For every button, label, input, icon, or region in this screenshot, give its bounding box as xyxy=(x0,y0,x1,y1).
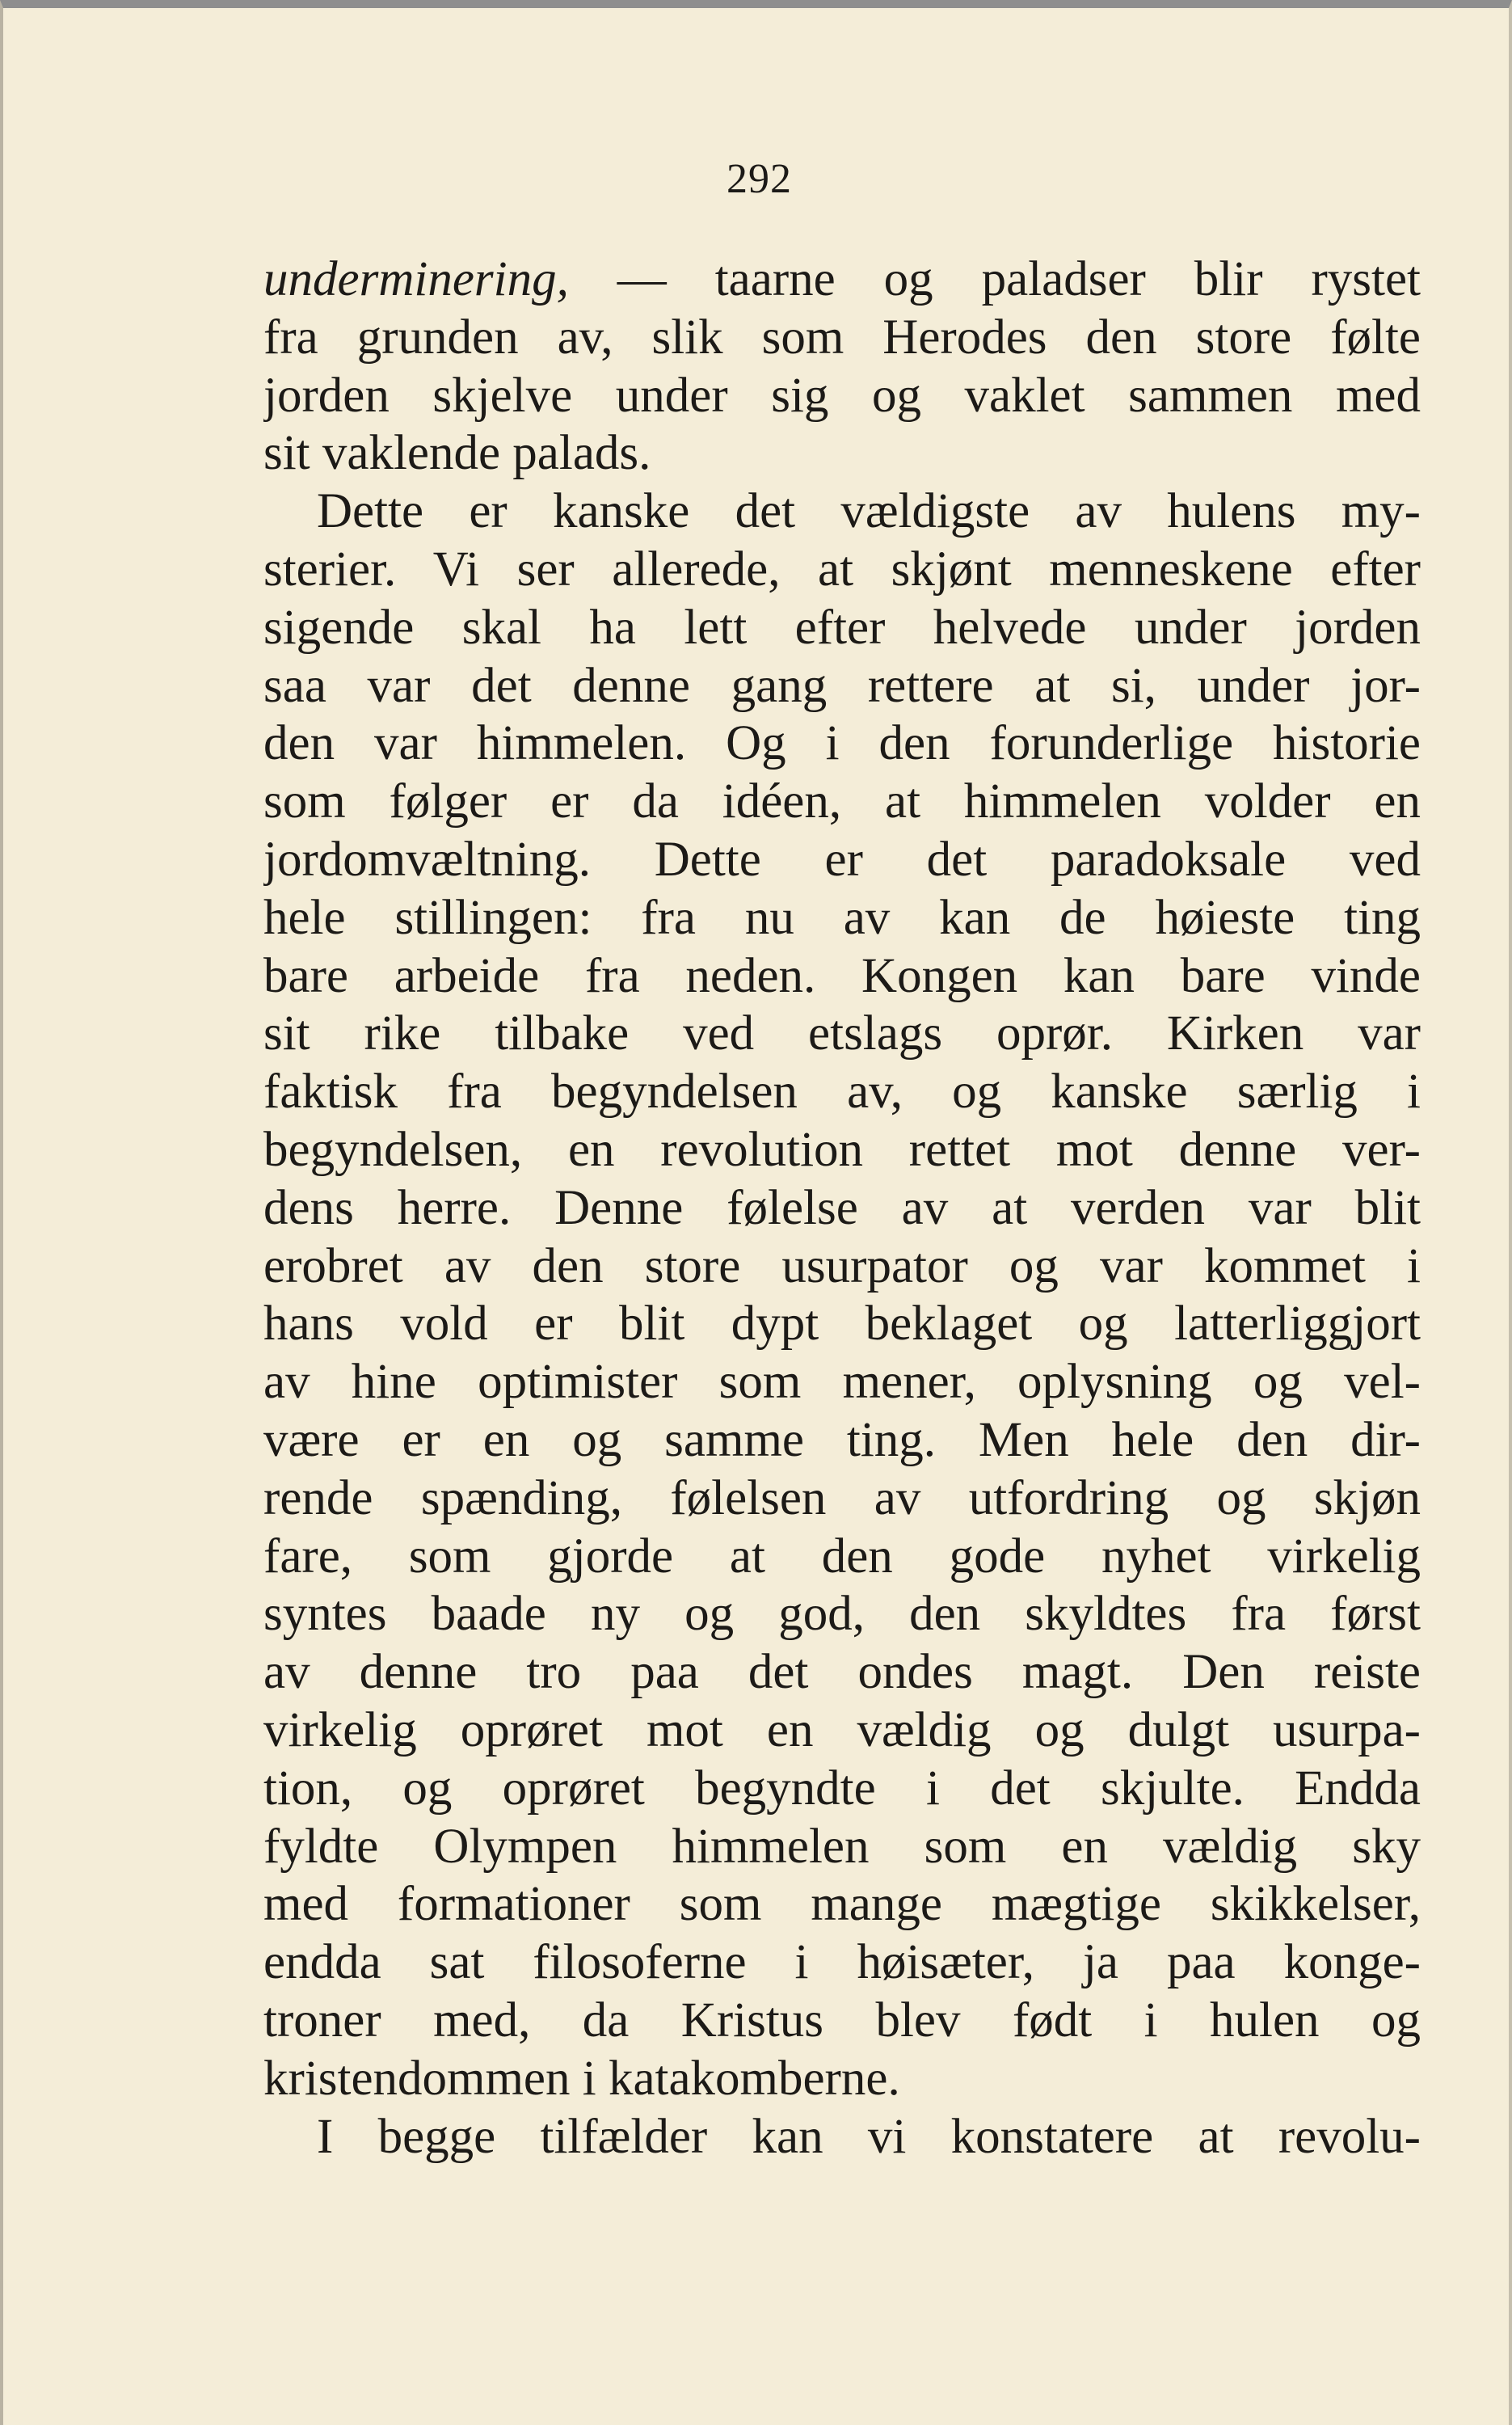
text-line: sit vaklende palads. xyxy=(263,426,651,481)
text-line: med formationer som mange mægtige skikkelser, xyxy=(263,1877,1421,1932)
page-number: 292 xyxy=(727,156,792,202)
text-line: fyldte Olympen himmelen som en vældig sky xyxy=(263,1819,1421,1874)
text-line: den var himmelen. Og i den forunderlige historie xyxy=(263,716,1421,771)
text-line: erobret av den store usurpator og var kommet i xyxy=(263,1238,1421,1293)
text-line: av hine optimister som mener, oplysning og vel- xyxy=(263,1355,1421,1410)
italic-word: underminering, xyxy=(263,252,569,306)
text-line: sit rike tilbake ved etslags oprør. Kirken var xyxy=(263,1006,1421,1061)
body-text xyxy=(263,251,1421,2166)
text-line: endda sat filosoferne i høisæter, ja paa konge- xyxy=(263,1935,1421,1990)
text-line: syntes baade ny og god, den skyldtes fra først xyxy=(263,1587,1421,1642)
text-line: jorden skjelve under sig og vaklet sammen med xyxy=(263,368,1421,423)
text-line: underminering, — taarne og paladser blir rystet xyxy=(263,252,1421,306)
text-line: Dette er kanske det vældigste av hulens my- xyxy=(317,484,1421,539)
text-line: I begge tilfælder kan vi konstatere at revolu- xyxy=(317,2109,1421,2164)
text-line: sigende skal ha lett efter helvede under jorden xyxy=(263,600,1421,655)
text-line: hele stillingen: fra nu av kan de høieste ting xyxy=(263,890,1421,945)
text-line: hans vold er blit dypt beklaget og latterliggjort xyxy=(263,1297,1421,1352)
text-line: rende spænding, følelsen av utfordring og skjøn xyxy=(263,1470,1421,1525)
text-line: fra grunden av, slik som Herodes den store følte xyxy=(263,310,1421,365)
text-line: kristendommen i katakomberne. xyxy=(263,2051,900,2106)
text-line: dens herre. Denne følelse av at verden var blit xyxy=(263,1180,1421,1235)
text-line: jordomvæltning. Dette er det paradoksale ved xyxy=(263,832,1421,887)
text-line: faktisk fra begyndelsen av, og kanske særlig i xyxy=(263,1065,1421,1120)
text-line: fare, som gjorde at den gode nyhet virkelig xyxy=(263,1529,1421,1584)
text-line: være er en og samme ting. Men hele den dir- xyxy=(263,1412,1421,1467)
text-line: tion, og oprøret begyndte i det skjulte. Endda xyxy=(263,1761,1421,1816)
text-line: troner med, da Kristus blev født i hulen og xyxy=(263,1993,1421,2048)
text-line: saa var det denne gang rettere at si, under jor- xyxy=(263,658,1421,713)
text-line: som følger er da idéen, at himmelen volder en xyxy=(263,774,1421,829)
text-line: virkelig oprøret mot en vældig og dulgt usurpa- xyxy=(263,1702,1421,1757)
text-line: av denne tro paa det ondes magt. Den reiste xyxy=(263,1645,1421,1700)
text-line: begyndelsen, en revolution rettet mot denne ver- xyxy=(263,1122,1421,1177)
text-line: sterier. Vi ser allerede, at skjønt menneskene efter xyxy=(263,542,1421,597)
text-line: bare arbeide fra neden. Kongen kan bare vinde xyxy=(263,948,1421,1003)
